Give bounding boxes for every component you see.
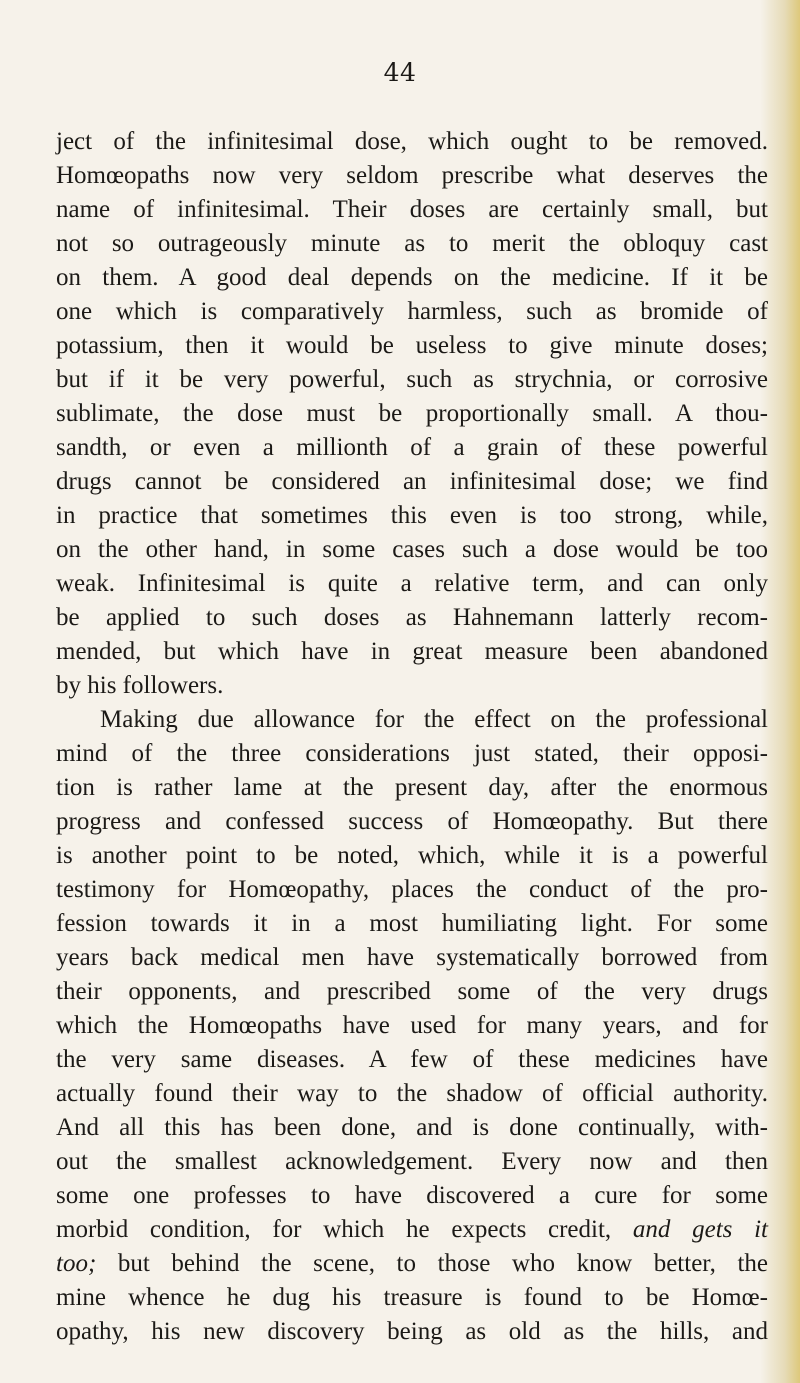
- text-line: sandth, or even a millionth of a grain of these powerful: [56, 434, 768, 461]
- text-line: years back medical men have systematically borrowed from: [56, 944, 768, 971]
- text-line: fession towards it in a most humiliating light. For some: [56, 910, 768, 937]
- text-line: potassium, then it would be useless to give minute doses;: [56, 332, 768, 359]
- body-text: [56, 125, 768, 1349]
- text-line: weak. Infinitesimal is quite a relative term, and can only: [56, 570, 768, 597]
- text-line: progress and confessed success of Homœopathy. But there: [56, 808, 768, 835]
- text-line: but if it be very powerful, such as strychnia, or corrosive: [56, 366, 768, 393]
- text-line: the very same diseases. A few of these medicines have: [56, 1046, 768, 1073]
- text-line: actually found their way to the shadow of official authority.: [56, 1080, 768, 1107]
- text-line: on the other hand, in some cases such a dose would be too: [56, 536, 768, 563]
- text-line: Homœopaths now very seldom prescribe what deserves the: [56, 162, 768, 189]
- text-line: one which is comparatively harmless, such as bromide of: [56, 298, 768, 325]
- paragraph-start-line: Making due allowance for the effect on the professional: [100, 706, 768, 733]
- text-line: tion is rather lame at the present day, after the enormous: [56, 774, 768, 801]
- text-fragment: but behind the scene, to those who know better, the: [117, 1250, 768, 1277]
- text-line: drugs cannot be considered an infinitesimal dose; we find: [56, 468, 768, 495]
- paragraph-end-line: by his followers.: [56, 672, 224, 699]
- page-number: 44: [383, 58, 417, 87]
- text-fragment: morbid condition, for which he expects credit,: [56, 1216, 612, 1243]
- text-line-with-italic: [56, 1213, 768, 1247]
- text-line: name of infinitesimal. Their doses are certainly small, but: [56, 196, 768, 223]
- text-line-with-italic: [56, 1247, 768, 1281]
- text-line: opathy, his new discovery being as old as the hills, and: [56, 1318, 768, 1345]
- text-line: mind of the three considerations just stated, their opposi-: [56, 740, 768, 767]
- text-line: out the smallest acknowledgement. Every now and then: [56, 1148, 768, 1175]
- text-line: mended, but which have in great measure been abandoned: [56, 638, 768, 665]
- text-line: ject of the infinitesimal dose, which ought to be removed.: [56, 128, 768, 155]
- text-line: not so outrageously minute as to merit the obloquy cast: [56, 230, 768, 257]
- text-line: in practice that sometimes this even is too strong, while,: [56, 502, 768, 529]
- text-line: mine whence he dug his treasure is found to be Homœ-: [56, 1284, 768, 1311]
- text-line: on them. A good deal depends on the medicine. If it be: [56, 264, 768, 291]
- text-line: their opponents, and prescribed some of the very drugs: [56, 978, 768, 1005]
- text-line: And all this has been done, and is done continually, with-: [56, 1114, 768, 1141]
- italic-text: too;: [56, 1250, 97, 1277]
- italic-text: and gets it: [632, 1216, 768, 1243]
- text-line: which the Homœopaths have used for many years, and for: [56, 1012, 768, 1039]
- text-line: is another point to be noted, which, while it is a powerful: [56, 842, 768, 869]
- text-line: sublimate, the dose must be proportionally small. A thou-: [56, 400, 768, 427]
- text-line: be applied to such doses as Hahnemann latterly recom-: [56, 604, 768, 631]
- text-line: testimony for Homœopathy, places the conduct of the pro-: [56, 876, 768, 903]
- text-line: some one professes to have discovered a cure for some: [56, 1182, 768, 1209]
